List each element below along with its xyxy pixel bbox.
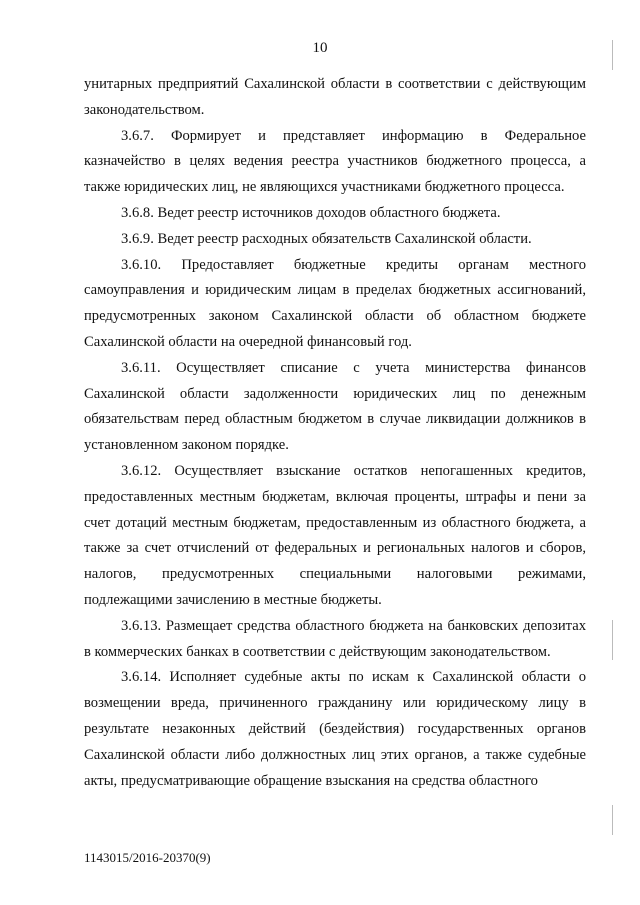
paragraph-3-6-8: 3.6.8. Ведет реестр источников доходов областного бюджета. bbox=[121, 204, 501, 221]
paragraph-3-6-10: 3.6.10. Предоставляет бюджетные кредиты органам местного самоуправления и юридическим лицам в пределах бюджетных ассигнований, предусмотренных законом Сахалинской области об областном бюджете Сахалинской области на очередной финансовый год. bbox=[84, 256, 586, 350]
paragraph-continuation: унитарных предприятий Сахалинской области в соответствии с действующим законодательством. bbox=[84, 76, 586, 118]
scan-margin-mark bbox=[612, 805, 613, 835]
document-body bbox=[84, 72, 586, 794]
paragraph-3-6-7: 3.6.7. Формирует и представляет информацию в Федеральное казначейство в целях ведения реестра участников бюджетного процесса, а также юридических лиц, не являющихся участниками бюджетного процесса. bbox=[84, 127, 586, 196]
paragraph-3-6-12: 3.6.12. Осуществляет взыскание остатков непогашенных кредитов, предоставленных местным бюджетам, включая проценты, штрафы и пени за счет дотаций местным бюджетам, предоставленным из областного бюджета, а также за счет отчислений от федеральных и региональных налогов и сборов, налогов, предусмотренных специальными налоговыми режимами, подлежащими зачислению в местные бюджеты. bbox=[84, 462, 586, 608]
document-code: 1143015/2016-20370(9) bbox=[84, 850, 211, 865]
paragraph-3-6-11: 3.6.11. Осуществляет списание с учета министерства финансов Сахалинской области задолженности юридических лиц по денежным обязательствам перед областным бюджетом в случае ликвидации должников в установленном законом порядке. bbox=[84, 359, 586, 454]
scan-margin-mark bbox=[612, 620, 613, 660]
paragraph-3-6-13: 3.6.13. Размещает средства областного бюджета на банковских депозитах в коммерческих банках в соответствии с действующим законодательством. bbox=[84, 617, 586, 660]
paragraph-3-6-14: 3.6.14. Исполняет судебные акты по искам к Сахалинской области о возмещении вреда, причиненного гражданину или юридическому лицу в результате незаконных действий (бездействия) государственных органов Сахалинской области либо должностных лиц этих органов, а также судебные акты, предусматривающие обращение взыскания на средства областного bbox=[84, 669, 586, 789]
scan-margin-mark bbox=[612, 40, 613, 70]
page-number: 10 bbox=[312, 40, 328, 56]
paragraph-3-6-9: 3.6.9. Ведет реестр расходных обязательств Сахалинской области. bbox=[121, 230, 532, 247]
